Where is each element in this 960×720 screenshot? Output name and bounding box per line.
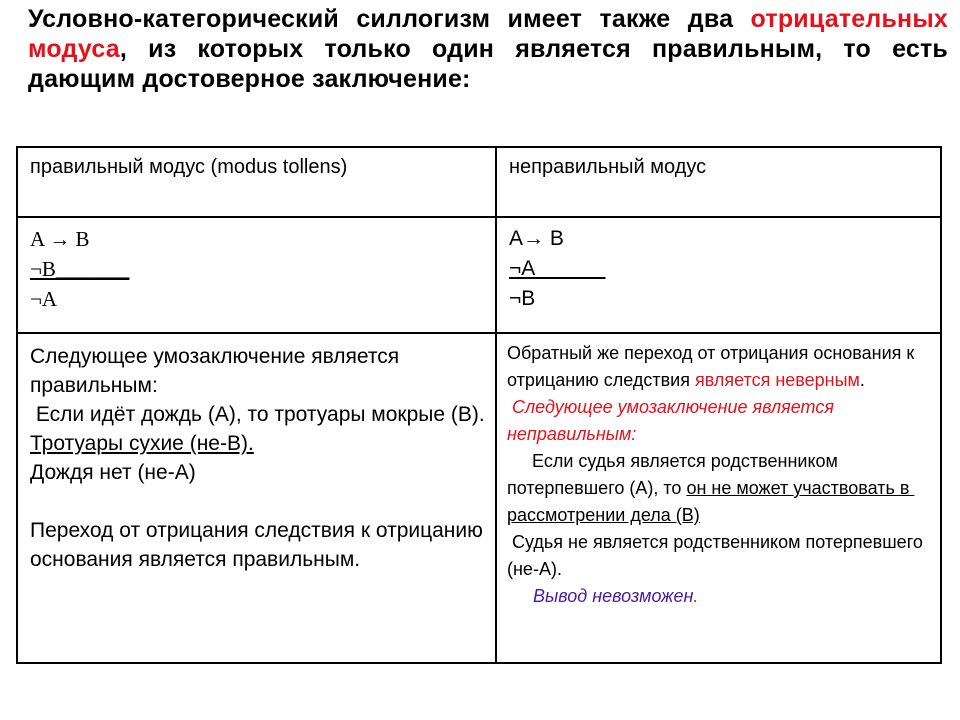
left-body-line3 [30,429,485,458]
right-body-p3-start: Если судья является родственником потерпевшего (А), то [507,451,843,498]
right-body-p1 [507,340,930,394]
left-body-cell [17,333,496,663]
formula-left-line3: ¬A [30,287,58,311]
header-right: неправильный модус [509,156,707,178]
formula-right-line3: ¬B [509,287,536,310]
left-body-spacer [30,487,485,516]
table-formula-row [17,217,941,333]
right-body-p5-purple: Вывод невозможен [533,586,694,606]
right-body-cell [496,333,941,663]
heading-text-2: , из которых только один является правильным, то есть дающим достоверное заключение: [28,35,948,93]
left-body-line2: Если идёт дождь (А), то тротуары мокрые (В). [30,403,485,426]
left-body-line4: Дождя нет (не-А) [30,461,196,484]
left-body-line1: Следующее умозаключение является правильным: [30,345,400,397]
heading-text-1: Условно-категорический силлогизм имеет также два [28,5,751,33]
right-body-p5-red: . [693,586,699,606]
table-header-row [17,147,941,217]
header-left: правильный модус (modus tollens) [30,156,348,178]
formula-right-line1: A→ B [509,227,564,250]
slide-heading [28,4,948,94]
right-body-p3-under: он не может участвовать в рассмотрении дела (В) [507,478,915,525]
right-body-p3 [507,448,930,529]
formula-left-cell [17,217,496,333]
header-right-cell [496,147,941,217]
right-body-p1-start: Обратный же переход от отрицания основания к отрицанию следствия [507,343,915,390]
right-body-p2-red: Следующее умозаключение является неправильным: [507,397,839,444]
right-body-p5 [507,583,930,610]
left-body-line5: Переход от отрицания следствия к отрицанию основания является правильным. [30,519,483,571]
left-body-line3-text: Тротуары сухие (не-В). [30,432,254,455]
formula-left-line1: A → B [30,227,90,251]
formula-right-line2: ¬A______ [509,257,606,280]
right-body-p1-red: является неверным [694,370,860,390]
formula-left-line2: ¬B_______ [30,257,130,281]
formula-right-cell [496,217,941,333]
right-body-p1-end: . [859,370,865,390]
table-body-row [17,333,941,663]
heading-highlight: отрицательных модуса [28,5,948,63]
right-body-p2 [507,394,930,448]
right-body-p4: Судья не является родственником потерпевшего (не-А). [507,532,928,579]
header-left-cell [17,147,496,217]
modus-table [16,146,942,664]
